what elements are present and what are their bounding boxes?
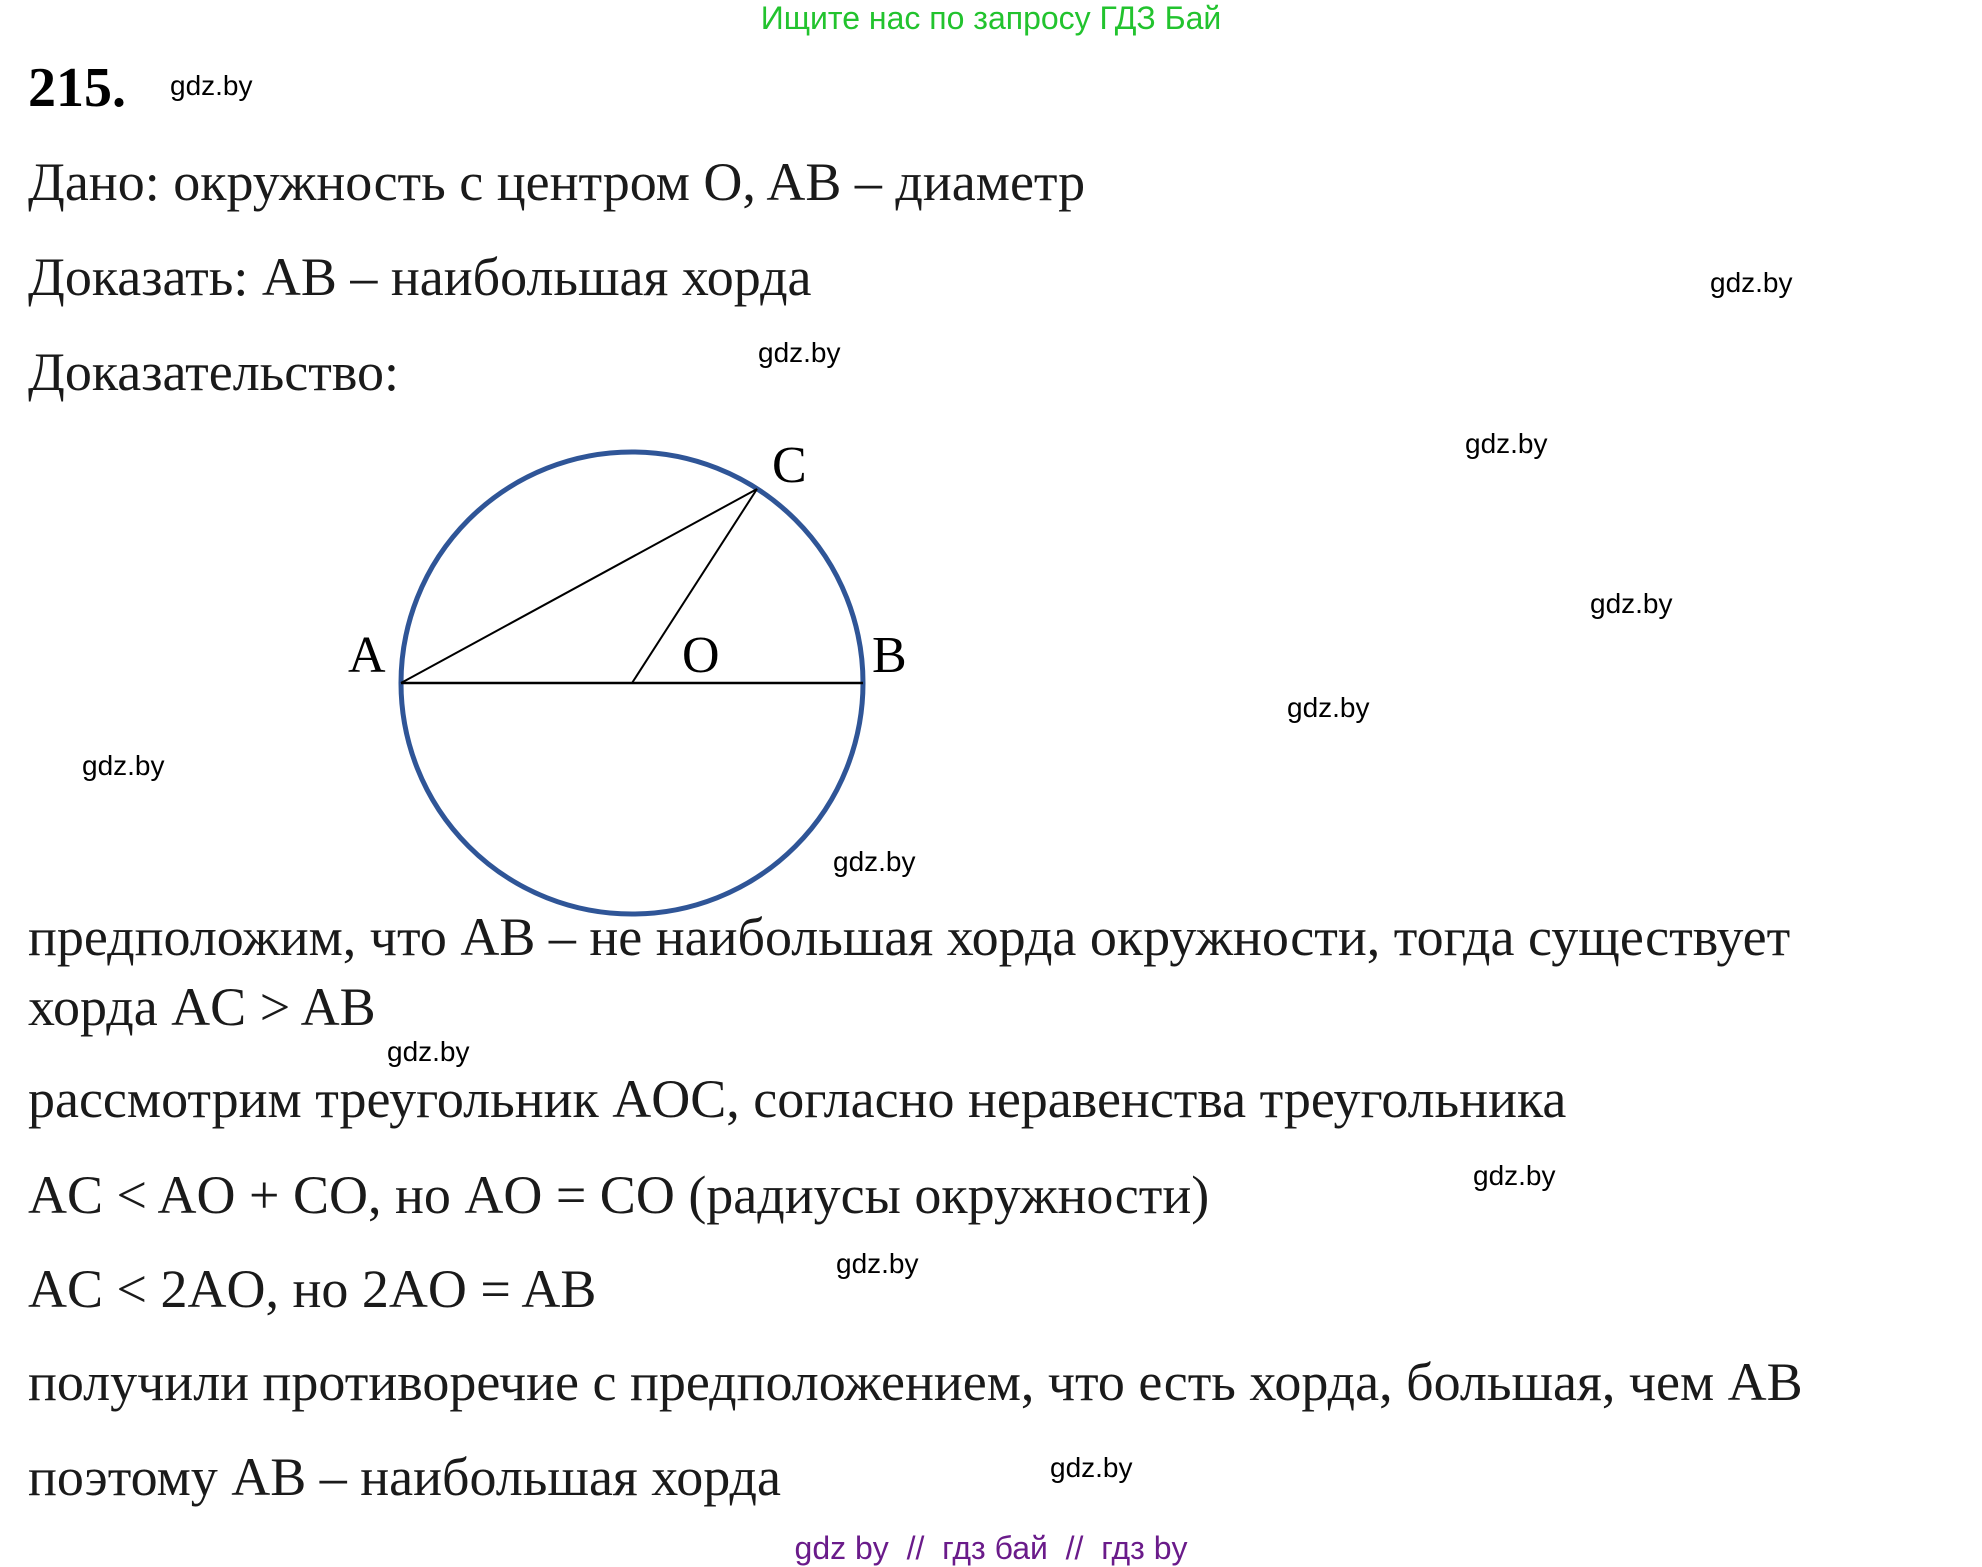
assumption-line-1: предположим, что AB – не наибольшая хорда окружности, тогда существует: [28, 907, 1791, 967]
watermark: gdz.by: [1465, 428, 1548, 459]
watermark: gdz.by: [387, 1036, 470, 1067]
contradiction-line: получили противоречие с предположением, что есть хорда, большая, чем AB: [28, 1352, 1803, 1412]
conclusion-line: поэтому AB – наибольшая хорда: [28, 1447, 781, 1507]
assumption-line-2: хорда AC > AB: [28, 977, 376, 1037]
watermark: gdz.by: [1050, 1452, 1133, 1483]
watermark: gdz.by: [758, 337, 841, 368]
problem-number: 215.: [28, 57, 126, 119]
given-line: Дано: окружность с центром O, AB – диаметр: [28, 152, 1086, 212]
circle-diagram-svg: [330, 420, 950, 920]
point-label-a: A: [348, 627, 386, 684]
watermark: gdz.by: [1473, 1160, 1556, 1191]
inequality-line-1: AC < AO + CO, но AO = CO (радиусы окружности): [28, 1165, 1210, 1225]
search-hint[interactable]: Ищите нас по запросу ГДЗ Бай: [760, 0, 1222, 36]
watermark: gdz.by: [1710, 267, 1793, 298]
inequality-line-2: AC < 2AO, но 2AO = AB: [28, 1259, 597, 1319]
prove-line: Доказать: AB – наибольшая хорда: [28, 247, 812, 307]
point-label-o: O: [682, 627, 720, 684]
watermark: gdz.by: [82, 750, 165, 781]
watermark: gdz.by: [1287, 692, 1370, 723]
circle-diagram: [330, 420, 950, 925]
proof-heading: Доказательство:: [28, 342, 399, 402]
point-label-b: B: [872, 627, 907, 684]
footer-links[interactable]: gdz by // гдз бай // гдз by: [794, 1530, 1188, 1566]
point-label-c: C: [772, 437, 807, 494]
watermark: gdz.by: [170, 70, 253, 101]
watermark: gdz.by: [833, 846, 916, 877]
watermark: gdz.by: [836, 1248, 919, 1279]
watermark: gdz.by: [1590, 588, 1673, 619]
consider-line: рассмотрим треугольник AOC, согласно неравенства треугольника: [28, 1069, 1567, 1129]
